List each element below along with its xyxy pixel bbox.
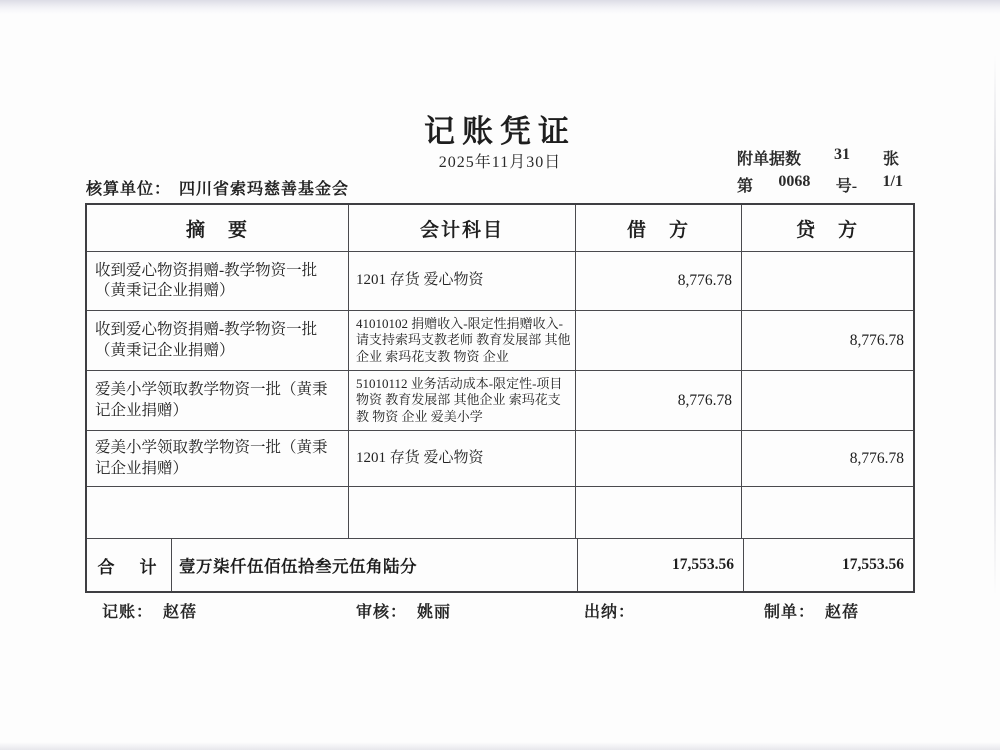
- attachment-label: 附单据数: [737, 151, 802, 168]
- reviewer-label: 审核：: [356, 604, 408, 621]
- row-summary: 收到爱心物资捐赠-教学物资一批（黄秉记企业捐赠）: [95, 321, 318, 359]
- signature-reviewer: [356, 599, 451, 622]
- table-row-empty: [87, 486, 913, 538]
- row-summary: 爱美小学领取教学物资一批（黄秉记企业捐赠）: [95, 381, 328, 419]
- row-credit: [741, 487, 913, 538]
- signature-bookkeeper: [102, 599, 197, 622]
- table-row: [87, 370, 913, 430]
- table-row: [87, 251, 913, 310]
- row-debit: 8,776.78: [575, 252, 741, 310]
- row-account: 1201 存货 爱心物资: [348, 431, 575, 486]
- row-credit: 8,776.78: [741, 311, 913, 370]
- attachment-count-line: [737, 146, 899, 169]
- cashier-label: 出纳：: [584, 604, 636, 621]
- voucher-number-line: [737, 173, 903, 196]
- voucher-date: 2025年11月30日: [438, 154, 562, 171]
- total-amount-in-words: 壹万柒仟伍佰伍拾叁元伍角陆分: [171, 539, 577, 591]
- attachment-unit: 张: [882, 151, 899, 168]
- total-credit: 17,553.56: [743, 539, 913, 591]
- row-account: 1201 存货 爱心物资: [348, 252, 575, 310]
- row-account: [348, 487, 575, 538]
- number-value: 0068: [778, 173, 811, 190]
- scan-edge-top: [0, 0, 1000, 14]
- row-credit: [741, 252, 913, 310]
- bookkeeper-label: 记账：: [102, 604, 154, 621]
- row-debit: [575, 431, 741, 486]
- row-credit: 8,776.78: [741, 431, 913, 486]
- row-credit: [741, 371, 913, 430]
- signature-preparer: [764, 599, 859, 622]
- header-account: 会计科目: [348, 205, 575, 251]
- number-prefix: 第: [737, 178, 754, 195]
- number-mid: 号-: [835, 178, 858, 195]
- accounting-unit-value: 四川省索玛慈善基金会: [179, 181, 350, 198]
- preparer-label: 制单：: [764, 604, 816, 621]
- row-summary: 爱美小学领取教学物资一批（黄秉记企业捐赠）: [95, 439, 328, 477]
- accounting-unit-line: [86, 176, 349, 199]
- total-debit: 17,553.56: [577, 539, 743, 591]
- header-summary: 摘 要: [185, 219, 249, 241]
- header-credit: 贷 方: [741, 205, 913, 251]
- header-debit: 借 方: [575, 205, 741, 251]
- table-header-row: [87, 205, 913, 251]
- table-row: [87, 310, 913, 370]
- attachment-count: 31: [834, 146, 850, 163]
- row-account: 51010112 业务活动成本-限定性-项目物资 教育发展部 其他企业 索玛花支教 物资 企业 爱美小学: [348, 371, 575, 430]
- total-label: 合 计: [97, 557, 161, 577]
- row-summary: 收到爱心物资捐赠-教学物资一批（黄秉记企业捐赠）: [95, 261, 318, 299]
- row-account: 41010102 捐赠收入-限定性捐赠收入-请支持索玛支教老师 教育发展部 其他企业 索玛花支教 物资 企业: [348, 311, 575, 370]
- signature-cashier: [584, 599, 645, 622]
- row-debit: [575, 487, 741, 538]
- row-summary: [87, 487, 348, 538]
- preparer-name: 赵蓓: [825, 604, 860, 621]
- bookkeeper-name: 赵蓓: [163, 604, 198, 621]
- number-page: 1/1: [882, 173, 903, 190]
- scan-edge-bottom: [0, 742, 1000, 750]
- voucher-title: 记账凭证: [424, 114, 576, 149]
- row-debit: [575, 311, 741, 370]
- table-total-row: [87, 538, 913, 591]
- table-row: [87, 430, 913, 486]
- row-debit: 8,776.78: [575, 371, 741, 430]
- accounting-unit-label: 核算单位：: [86, 181, 172, 198]
- voucher-table: [85, 203, 915, 593]
- reviewer-name: 姚丽: [417, 604, 452, 621]
